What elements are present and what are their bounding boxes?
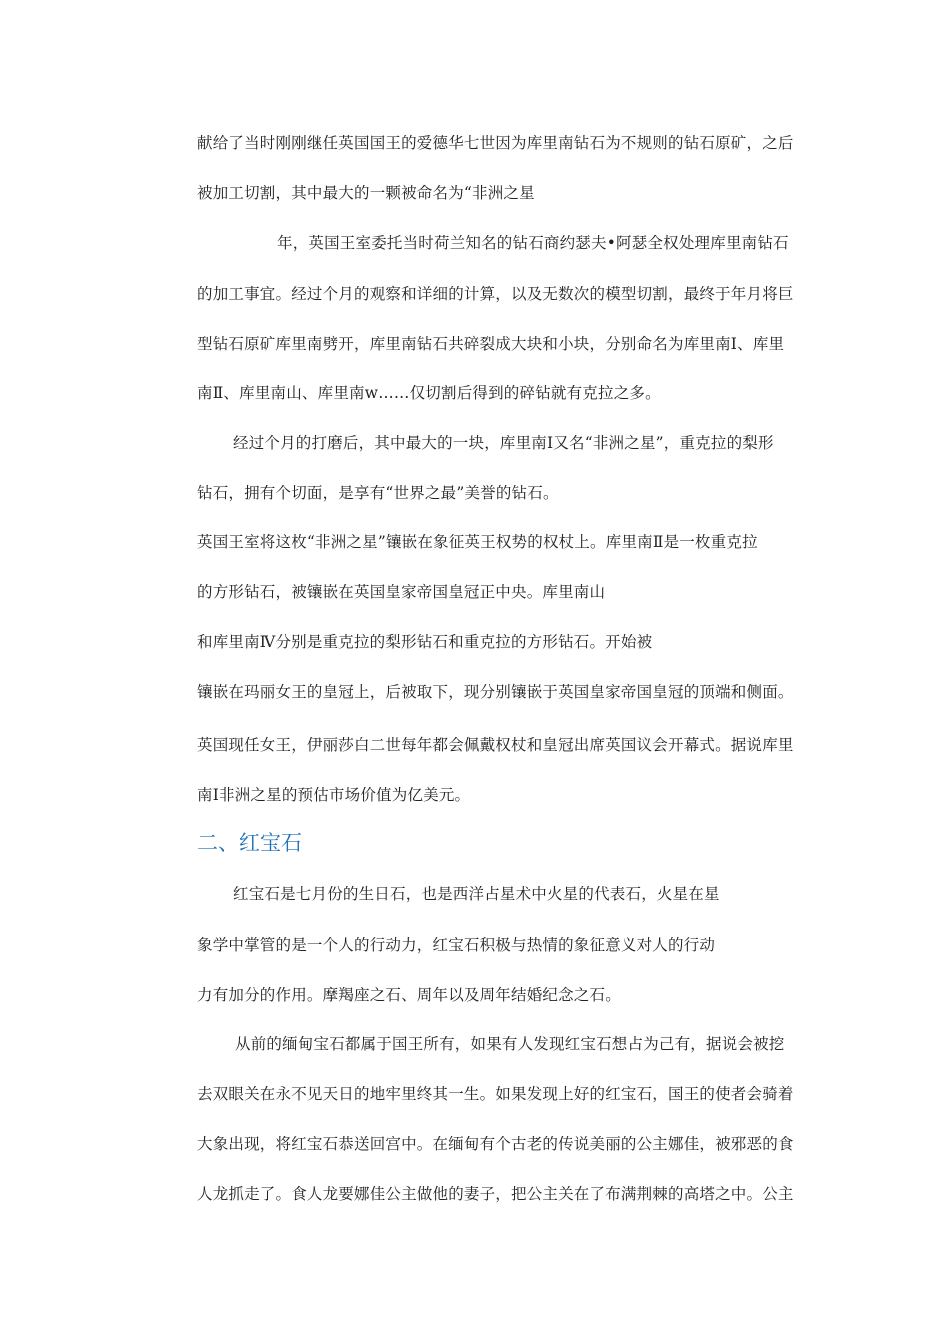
paragraph-line: 的加工事宜。经过个月的观察和详细的计算，以及无数次的模型切割，最终于年月将巨 <box>197 285 794 303</box>
paragraph-line: 红宝石是七月份的生日石，也是西洋占星术中火星的代表石，火星在星 <box>233 885 720 903</box>
paragraph-line: 钻石，拥有个切面，是享有“世界之最”美誉的钻石。 <box>197 484 559 502</box>
paragraph-line: 和库里南Ⅳ分别是重克拉的梨形钻石和重克拉的方形钻石。开始被 <box>197 633 653 651</box>
paragraph-line: 的方形钻石，被镶嵌在英国皇家帝国皇冠正中央。库里南山 <box>197 583 606 601</box>
section-heading: 二、红宝石 <box>197 831 302 855</box>
paragraph-line: 人龙抓走了。食人龙要娜佳公主做他的妻子，把公主关在了布满荆棘的高塔之中。公主 <box>197 1185 794 1203</box>
paragraph-line: 力有加分的作用。摩羯座之石、周年以及周年结婚纪念之石。 <box>197 986 621 1004</box>
paragraph-line: 英国王室将这枚“非洲之星”镶嵌在象征英王权势的权杖上。库里南Ⅱ是一枚重克拉 <box>197 533 758 551</box>
paragraph-line: 献给了当时刚刚继任英国国王的爱德华七世因为库里南钻石为不规则的钻石原矿，之后 <box>197 134 794 152</box>
paragraph-line: 型钻石原矿库里南劈开，库里南钻石共碎裂成大块和小块，分别命名为库里南Ⅰ、库里 <box>197 335 785 353</box>
paragraph-line: 年，英国王室委托当时荷兰知名的钻石商约瑟夫•阿瑟全权处理库里南钻石 <box>277 234 789 252</box>
paragraph-line: 镶嵌在玛丽女王的皇冠上，后被取下，现分别镶嵌于英国皇家帝国皇冠的顶端和侧面。 <box>197 683 794 701</box>
paragraph-line: 被加工切割，其中最大的一颗被命名为“非洲之星 <box>197 184 535 202</box>
paragraph-line: 大象出现，将红宝石恭送回宫中。在缅甸有个古老的传说美丽的公主娜佳，被邪恶的食 <box>197 1135 794 1153</box>
paragraph-line: 象学中掌管的是一个人的行动力，红宝石积极与热情的象征意义对人的行动 <box>197 936 716 954</box>
paragraph-line: 南Ⅰ非洲之星的预估市场价值为亿美元。 <box>197 786 471 804</box>
paragraph-line: 南Ⅱ、库里南山、库里南w……仅切割后得到的碎钻就有克拉之多。 <box>197 384 661 402</box>
paragraph-line: 去双眼关在永不见天日的地牢里终其一生。如果发现上好的红宝石，国王的使者会骑着 <box>197 1085 794 1103</box>
paragraph-line: 经过个月的打磨后，其中最大的一块，库里南Ⅰ又名“非洲之星”，重克拉的梨形 <box>233 434 774 452</box>
paragraph-line: 英国现任女王，伊丽莎白二世每年都会佩戴权杖和皇冠出席英国议会开幕式。据说库里 <box>197 736 794 754</box>
paragraph-line: 从前的缅甸宝石都属于国王所有，如果有人发现红宝石想占为己有，据说会被挖 <box>235 1035 785 1053</box>
